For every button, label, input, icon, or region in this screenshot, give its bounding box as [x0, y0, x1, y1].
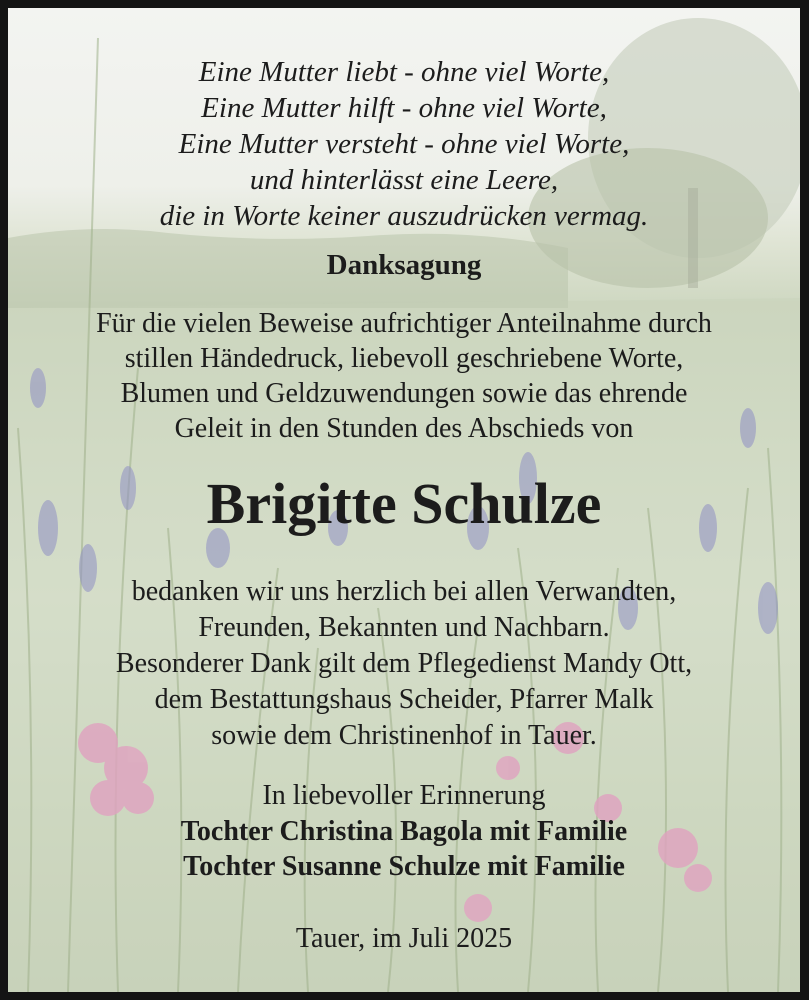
thanks-line: sowie dem Christinenhof in Tauer. — [211, 720, 597, 751]
signatory: Tochter Susanne Schulze mit Familie — [183, 851, 625, 882]
intro-line: Geleit in den Stunden des Abschieds von — [174, 413, 634, 444]
poem-line: die in Worte keiner auszudrücken vermag. — [159, 200, 649, 232]
remembrance: In liebevoller Erinnerung — [262, 780, 546, 811]
intro-line: Für die vielen Beweise aufrichtiger Anteilnahme durch — [96, 308, 712, 339]
poem-line: Eine Mutter liebt - ohne viel Worte, — [198, 56, 610, 88]
poem-line: Eine Mutter hilft - ohne viel Worte, — [201, 92, 607, 124]
obituary-notice — [8, 8, 800, 992]
poem-line: und hinterlässt eine Leere, — [249, 164, 559, 196]
thanks-line: Besonderer Dank gilt dem Pflegedienst Mandy Ott, — [115, 648, 693, 679]
signatory: Tochter Christina Bagola mit Familie — [180, 816, 628, 847]
place-date: Tauer, im Juli 2025 — [295, 923, 513, 954]
thanks-line: Freunden, Bekannten und Nachbarn. — [198, 612, 610, 643]
thanks-line: dem Bestattungshaus Scheider, Pfarrer Malk — [154, 684, 654, 715]
poem-line: Eine Mutter versteht - ohne viel Worte, — [178, 128, 630, 160]
thanks-line: bedanken wir uns herzlich bei allen Verwandten, — [131, 576, 677, 607]
intro-line: stillen Händedruck, liebevoll geschriebene Worte, — [124, 343, 684, 374]
heading: Danksagung — [326, 249, 482, 281]
intro-line: Blumen und Geldzuwendungen sowie das ehrende — [120, 378, 688, 409]
deceased-name: Brigitte Schulze — [206, 471, 602, 536]
